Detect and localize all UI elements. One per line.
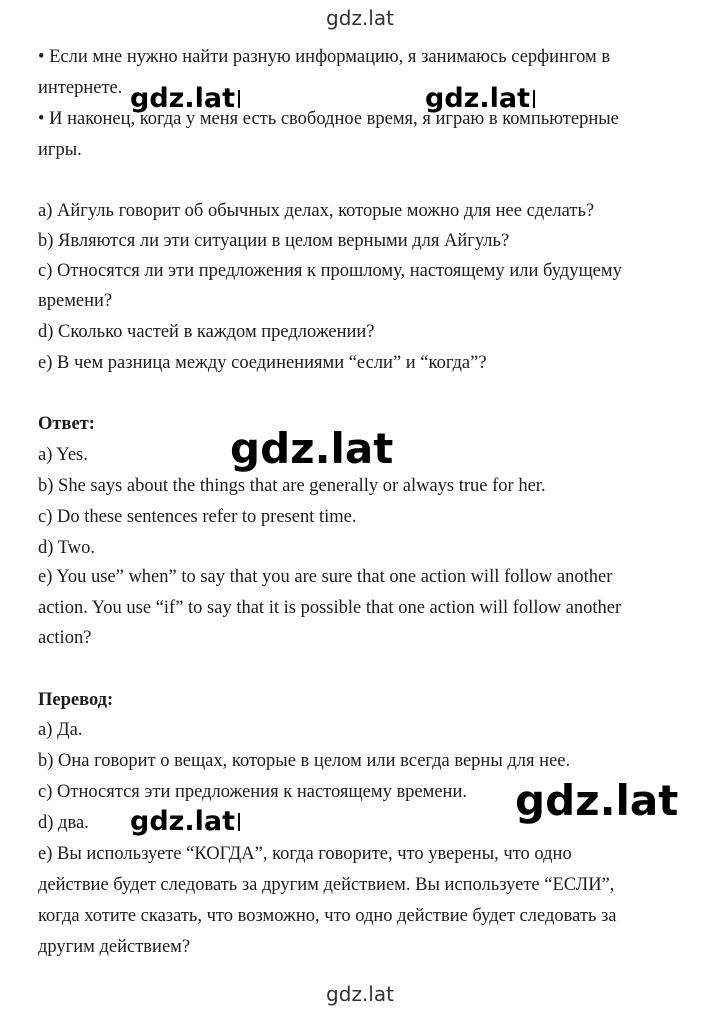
watermark-overlay-large: gdz.lat: [515, 776, 679, 825]
header-watermark: gdz.lat: [326, 6, 394, 30]
intro-line-1: • Если мне нужно найти разную информацию, я занимаюсь серфингом в: [38, 47, 611, 67]
translation-c: c) Относятся эти предложения к настоящему времени.: [38, 782, 467, 802]
question-d: d) Сколько частей в каждом предложении?: [38, 322, 375, 342]
watermark-text: gdz.lat: [130, 83, 236, 114]
watermark-overlay: [425, 85, 535, 112]
intro-line-4: игры.: [38, 140, 82, 160]
watermark-cursor-mark: [238, 813, 240, 831]
question-e: e) В чем разница между соединениями “если” и “когда”?: [38, 353, 487, 373]
watermark-cursor-mark: [238, 90, 240, 108]
watermark-cursor-mark: [533, 90, 535, 108]
translation-heading: Перевод:: [38, 690, 114, 710]
watermark-text: gdz.lat: [425, 83, 531, 114]
watermark-overlay: [130, 85, 240, 112]
translation-e-cont-1: действие будет следовать за другим действием. Вы используете “ЕСЛИ”,: [38, 875, 615, 895]
answer-heading: Ответ:: [38, 414, 95, 434]
question-c: c) Относятся ли эти предложения к прошлому, настоящему или будущему: [38, 261, 622, 281]
answer-b: b) She says about the things that are generally or always true for her.: [38, 476, 546, 496]
answer-e-cont-2: action?: [38, 628, 92, 648]
intro-line-3: • И наконец, когда у меня есть свободное время, я играю в компьютерные: [38, 109, 619, 129]
translation-d: d) два.: [38, 813, 89, 833]
watermark-overlay: [130, 808, 240, 835]
question-c-cont: времени?: [38, 291, 113, 311]
translation-e: e) Вы используете “КОГДА”, когда говорите, что уверены, что одно: [38, 844, 572, 864]
watermark-overlay-large: gdz.lat: [230, 424, 394, 473]
answer-e-cont-1: action. You use “if” to say that it is possible that one action will follow another: [38, 598, 622, 618]
answer-d: d) Two.: [38, 538, 95, 558]
translation-b: b) Она говорит о вещах, которые в целом или всегда верны для нее.: [38, 751, 571, 771]
translation-e-cont-3: другим действием?: [38, 937, 191, 957]
intro-line-2: интернете.: [38, 78, 123, 98]
question-b: b) Являются ли эти ситуации в целом верными для Айгуль?: [38, 231, 510, 251]
answer-e: e) You use” when” to say that you are sure that one action will follow another: [38, 567, 613, 587]
question-a: a) Айгуль говорит об обычных делах, которые можно для нее сделать?: [38, 201, 595, 221]
watermark-text: gdz.lat: [130, 806, 236, 837]
footer-watermark: gdz.lat: [326, 982, 394, 1006]
answer-c: c) Do these sentences refer to present time.: [38, 507, 357, 527]
answer-a: a) Yes.: [38, 445, 88, 465]
translation-e-cont-2: когда хотите сказать, что возможно, что одно действие будет следовать за: [38, 906, 617, 926]
translation-a: a) Да.: [38, 720, 83, 740]
